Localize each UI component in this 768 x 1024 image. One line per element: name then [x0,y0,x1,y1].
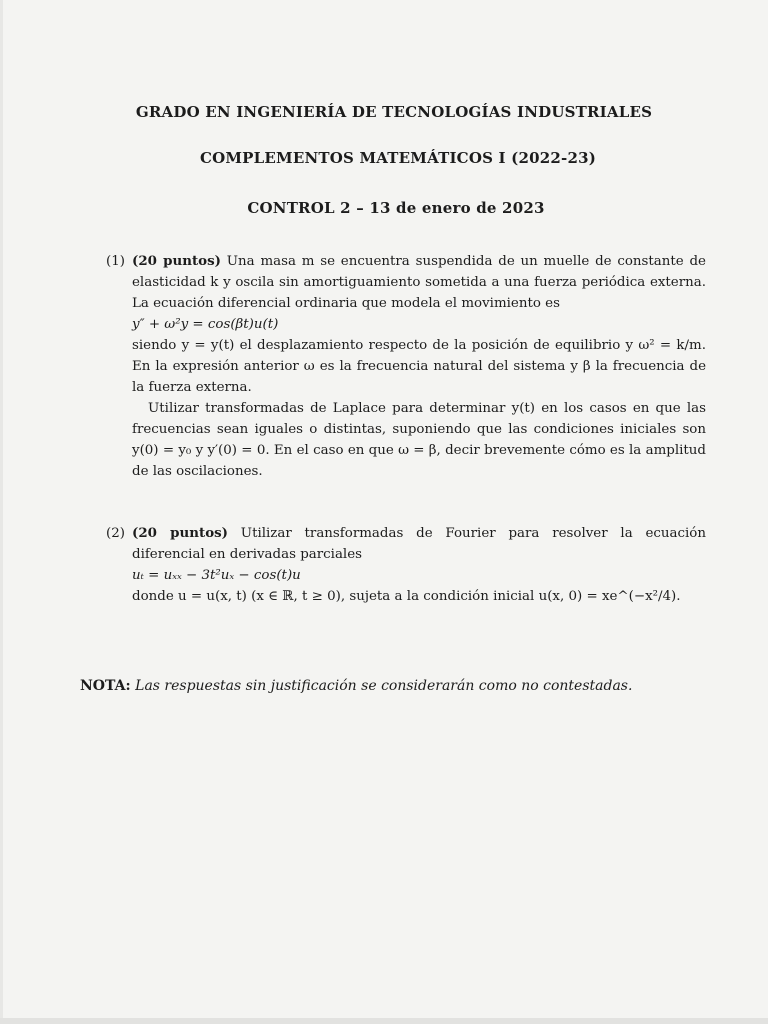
page-edge-bottom [0,1018,768,1024]
problem-1-intro-paragraph [132,251,706,314]
problem-2-intro: Utilizar transformadas de Fourier para resolver la ecuación diferencial en derivadas parciales [132,526,706,562]
problem-1-intro: Una masa m se encuentra suspendida de un muelle de constante de elasticidad k y oscila sin amortiguamiento sometida a una fuerza periódica externa. La ecuación diferencial ordinaria que modela el movimiento es [132,254,706,311]
note [80,678,720,694]
degree-title: GRADO EN INGENIERÍA DE TECNOLOGÍAS INDUSTRIALES [135,103,653,121]
problem-2-points: (20 puntos) [132,525,228,541]
problem-1-equation: y″ + ω²y = cos(βt)u(t) [132,317,279,332]
problem-1-number: (1) [106,254,125,269]
note-text: Las respuestas sin justificación se considerarán como no contestadas. [135,678,633,694]
problem-1-after-equation: siendo y = y(t) el desplazamiento respecto de la posición de equilibrio y ω² = k/m. En la expresión anterior ω es la frecuencia natural del sistema y β la frecuencia de la fuerza externa. [132,338,706,395]
exam-title: CONTROL 2 – 13 de enero de 2023 [247,199,545,217]
problem-2-equation: uₜ = uₓₓ − 3t²uₓ − cos(t)u [132,568,301,583]
course-title: COMPLEMENTOS MATEMÁTICOS I (2022-23) [199,149,597,167]
problem-2-number: (2) [106,526,125,541]
problem-1-task: Utilizar transformadas de Laplace para determinar y(t) en los casos en que las frecuencias sean iguales o distintas, suponiendo que las condiciones iniciales son y(0) = y₀ y y′(0) = 0. En el caso en que ω = β, decir brevemente cómo es la amplitud de las oscilaciones. [132,401,706,479]
problem-2-after-equation: donde u = u(x, t) (x ∈ ℝ, t ≥ 0), sujeta a la condición inicial u(x, 0) = xe^(−x²/4). [132,589,681,604]
page-edge-left [0,0,3,1024]
problem-2 [106,523,706,607]
problem-1 [106,251,706,482]
note-label: NOTA: [80,678,131,694]
problem-2-intro-paragraph [132,523,706,565]
problem-1-points: (20 puntos) [132,253,221,269]
